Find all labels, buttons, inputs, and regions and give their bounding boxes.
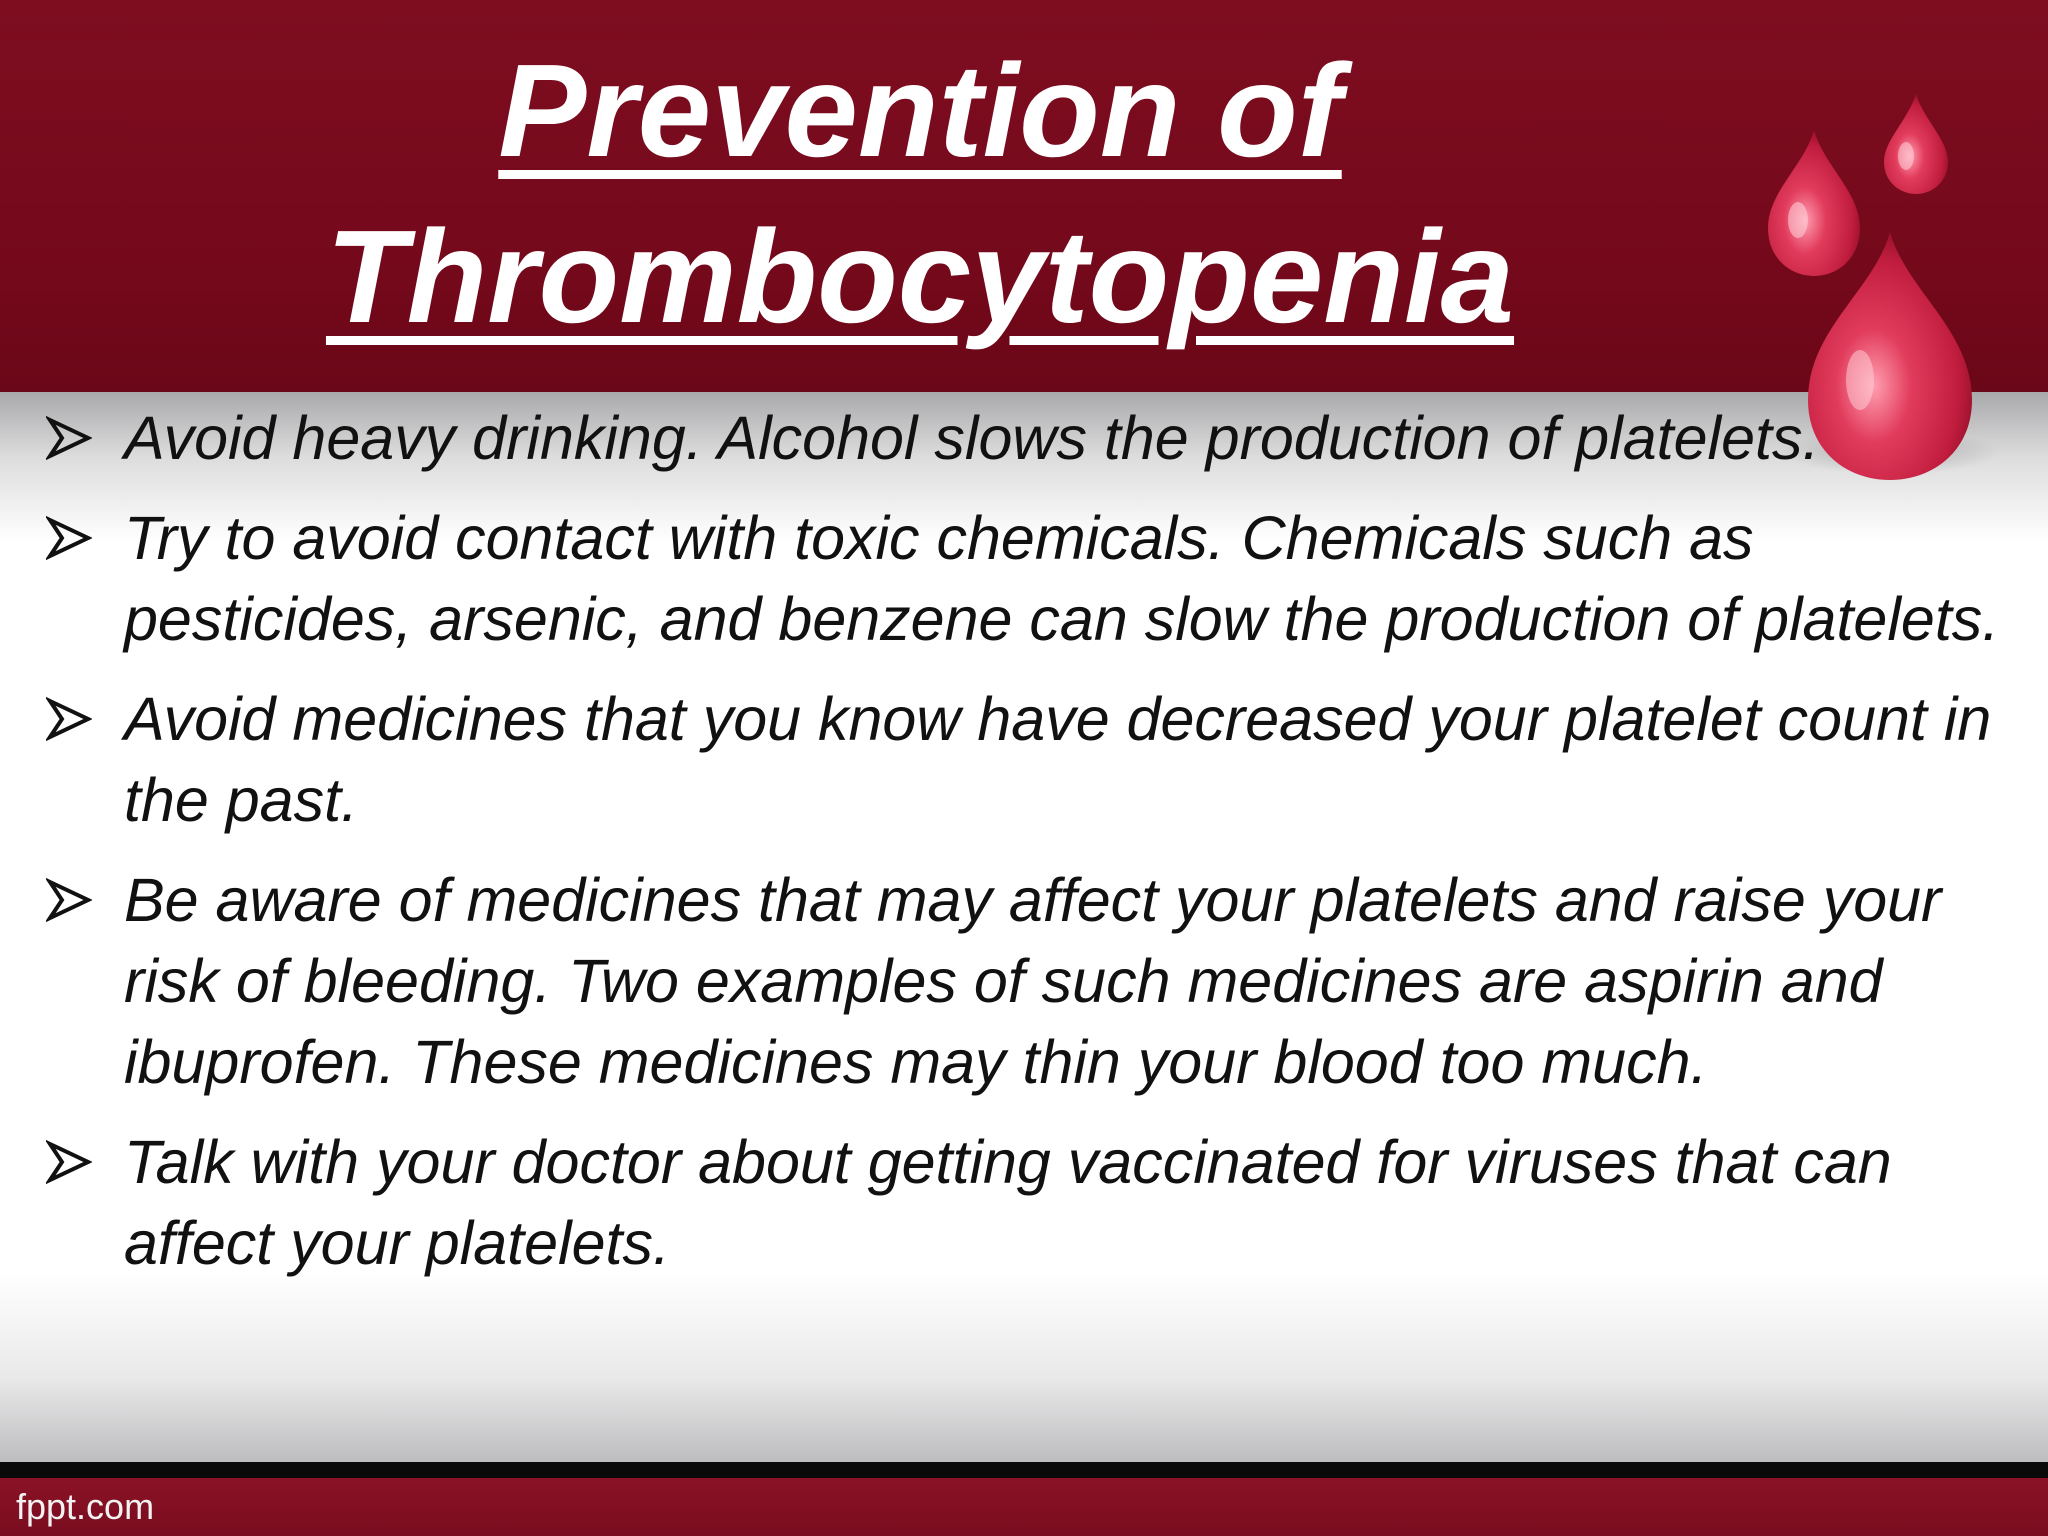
title-line-1: Prevention of <box>498 37 1342 184</box>
bullet-text: Avoid heavy drinking. Alcohol slows the production of platelets. <box>124 404 1820 472</box>
arrowhead-bullet-icon <box>46 878 92 922</box>
bullet-item <box>46 1122 2026 1284</box>
bullet-list <box>46 398 2026 1303</box>
arrowhead-bullet-icon <box>46 1140 92 1184</box>
bullet-item <box>46 860 2026 1103</box>
bullet-item <box>46 398 2026 479</box>
arrowhead-bullet-icon <box>46 516 92 560</box>
bullet-text: Avoid medicines that you know have decreased your platelet count in the past. <box>124 685 1992 834</box>
slide-title <box>230 28 1610 360</box>
arrowhead-bullet-icon <box>46 416 92 460</box>
bullet-text: Be aware of medicines that may affect your platelets and raise your risk of bleeding. Two examples of such medicines are aspirin and ibuprofen. These medicines may thin your blood too much. <box>124 866 1942 1096</box>
arrowhead-bullet-icon <box>46 697 92 741</box>
footer-divider <box>0 1462 2048 1478</box>
footer-brand: fppt.com <box>16 1486 155 1527</box>
bullet-item <box>46 498 2026 660</box>
bullet-text: Talk with your doctor about getting vaccinated for viruses that can affect your platelets. <box>124 1128 1892 1277</box>
bullet-text: Try to avoid contact with toxic chemicals. Chemicals such as pesticides, arsenic, and benzene can slow the production of platelets. <box>124 504 2000 653</box>
title-line-2: Thrombocytopenia <box>325 203 1515 350</box>
bullet-item <box>46 679 2026 841</box>
footer-band <box>0 1478 2048 1536</box>
